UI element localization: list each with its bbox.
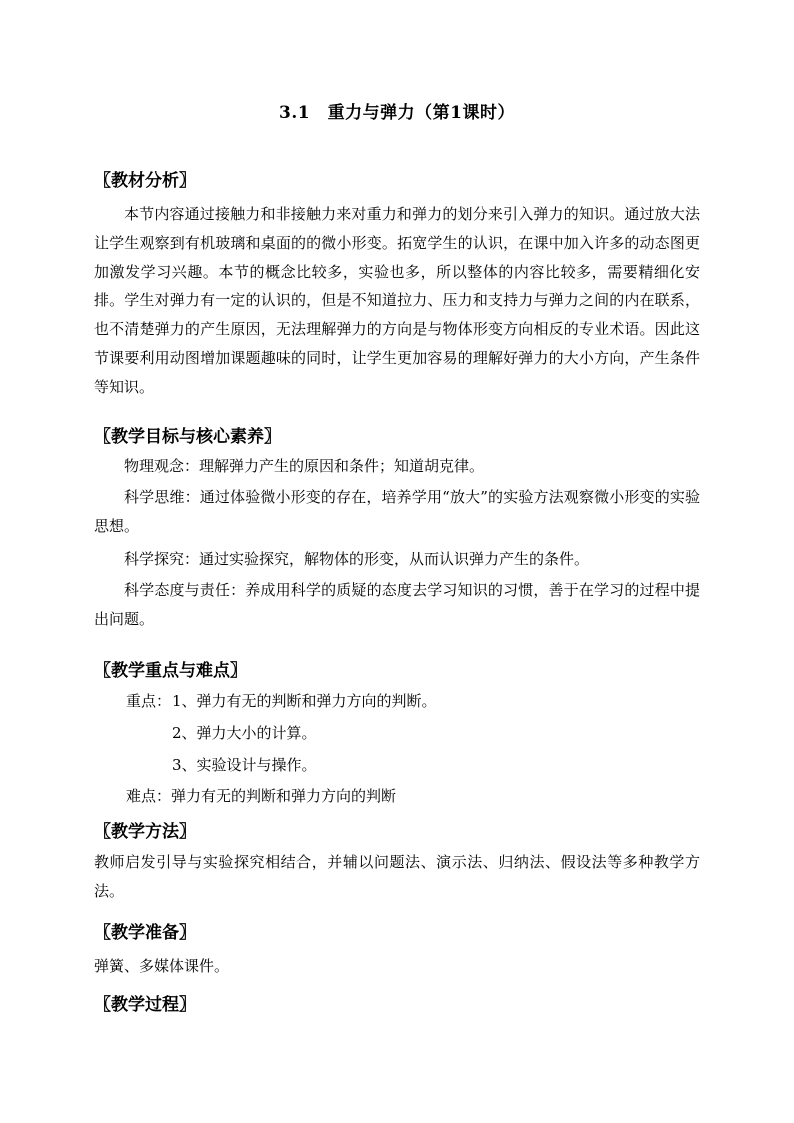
heading-teaching-preparation: 〖教学准备〗 [94,923,196,943]
teaching-methods-text: 教师启发引导与实验探究相结合，并辅以问题法、演示法、归纳法、假设法等多种教学方法。 [94,853,700,900]
heading-teaching-goals: 〖教学目标与核心素养〗 [94,427,281,447]
textbook-analysis-paragraph: 本节内容通过接触力和非接触力来对重力和弹力的划分来引入弹力的知识。通过放大法让学生观察到有机玻璃和桌面的的微小形变。拓宽学生的认识，在课中加入许多的动态图更加激发学习兴趣。本节的概念比较多，实验也多，所以整体的内容比较多，需要精细化安排。学生对弹力有一定的认识的，但是不知道拉力、压力和支持力与弹力之间的内在联系，也不清楚弹力的产生原因，无法理解弹力的方向是与物体形变方向相反的专业术语。因此这节课要利用动图增加课题趣味的同时，让学生更加容易的理解好弹力的大小方向，产生条件等知识。 [94,205,700,396]
goal-scientific-thinking: 科学思维：通过体验微小形变的存在，培养学用“放大”的实验方法观察微小形变的实验思想。 [94,488,700,535]
heading-teaching-process: 〖教学过程〗 [94,995,196,1015]
goal-physics-concept: 物理观念：理解弹力产生的原因和条件；知道胡克律。 [124,457,485,475]
teaching-preparation-text: 弹簧、多媒体课件。 [94,957,230,975]
heading-teaching-methods: 〖教学方法〗 [94,822,196,842]
goal-scientific-attitude: 科学态度与责任：养成用科学的质疑的态度去学习知识的习惯，善于在学习的过程中提出问题。 [94,581,700,628]
key-point-item-2: 2、弹力大小的计算。 [172,724,317,742]
document-title: 3.1 重力与弹力（第1课时） [279,103,515,123]
heading-textbook-analysis: 〖教材分析〗 [94,171,196,191]
key-point-item-1: 1、弹力有无的判断和弹力方向的判断。 [172,692,437,710]
goal-scientific-inquiry: 科学探究：通过实验探究，解物体的形变，从而认识弹力产生的条件。 [124,550,590,568]
key-points-label: 重点： [126,692,172,710]
key-point-item-3: 3、实验设计与操作。 [172,756,317,774]
heading-key-points: 〖教学重点与难点〗 [94,661,247,681]
difficulty-point: 难点：弹力有无的判断和弹力方向的判断 [126,787,397,805]
